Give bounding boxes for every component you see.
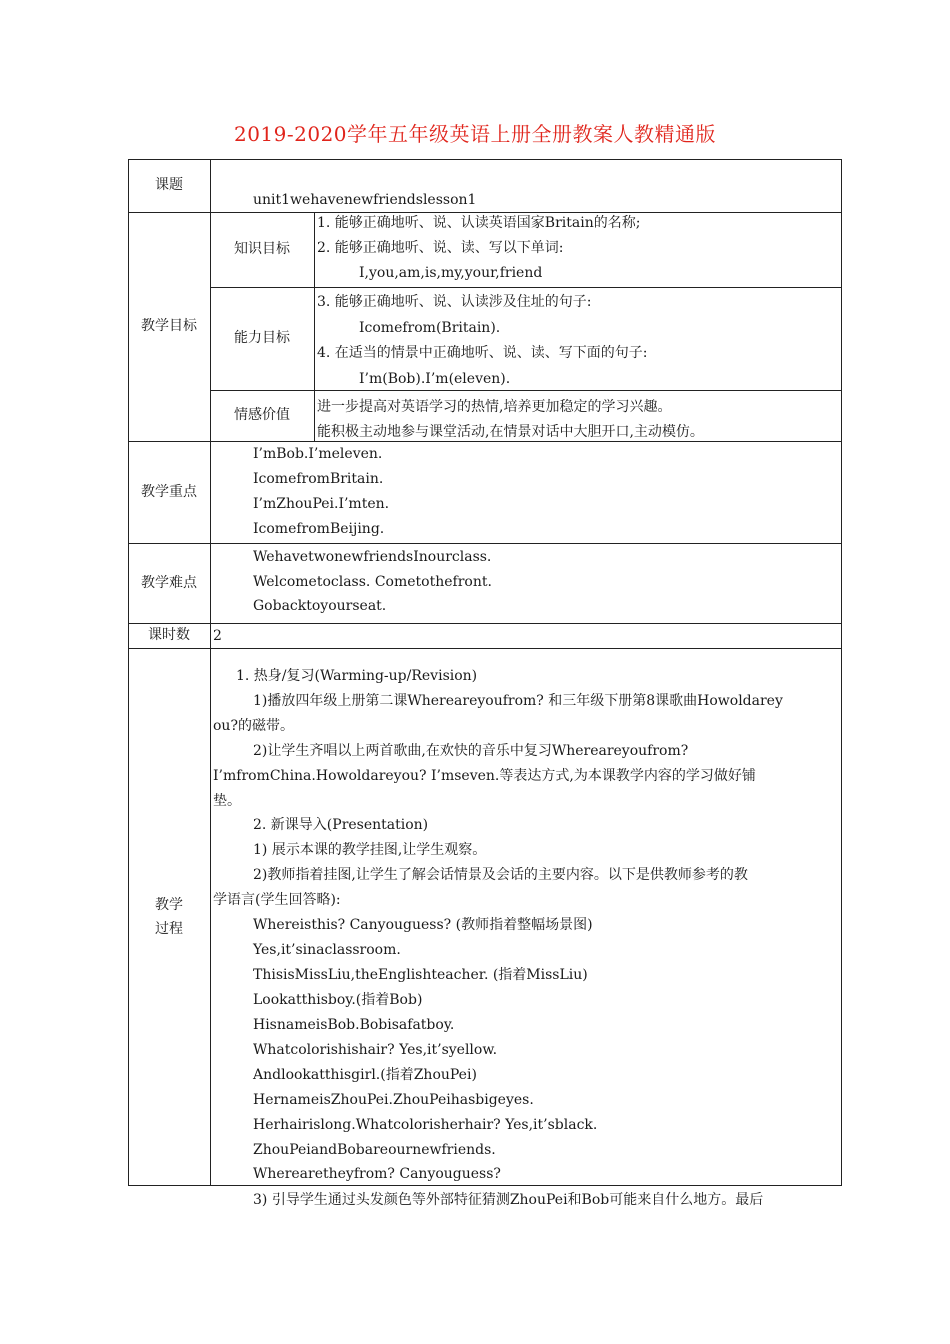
- focus-label: 教学重点: [141, 483, 197, 500]
- process-line: 垫。: [213, 793, 241, 809]
- objectives-label: 教学目标: [141, 318, 197, 334]
- ability-line-2: Icomefrom(Britain).: [359, 320, 501, 336]
- process-line: Andlookatthisgirl.(指着ZhouPei): [253, 1067, 477, 1083]
- continuation-text: 3) 引导学生通过头发颜色等外部特征猜测ZhouPei和Bob可能来自什么地方。最后: [253, 1192, 764, 1208]
- process-line: HernameisZhouPei.ZhouPeihasbigeyes.: [253, 1092, 534, 1108]
- process-line: 1)播放四年级上册第二课Whereareyoufrom? 和三年级下册第8课歌曲Howoldarey: [253, 693, 783, 709]
- process-line: 2)教师指着挂图,让学生了解会话情景及会话的主要内容。以下是供教师参考的教: [253, 867, 748, 883]
- knowledge-line-3: I,you,am,is,my,your,friend: [359, 265, 543, 281]
- focus-line-3: I’mZhouPei.I’mten.: [253, 496, 390, 512]
- process-line: 1. 热身/复习(Warming-up/Revision): [236, 668, 478, 684]
- process-line: 学语言(学生回答略):: [213, 892, 341, 908]
- ability-line-1: 3. 能够正确地听、说、认读涉及住址的句子:: [317, 294, 592, 310]
- process-line: Whatcolorishishair? Yes,it’syellow.: [253, 1042, 498, 1058]
- hours-value: 2: [213, 628, 222, 644]
- emotion-line-2: 能积极主动地参与课堂活动,在情景对话中大胆开口,主动模仿。: [317, 424, 704, 440]
- process-line: Whereisthis? Canyouguess? (教师指着整幅场景图): [253, 917, 593, 933]
- knowledge-line-2: 2. 能够正确地听、说、读、写以下单词:: [317, 240, 564, 256]
- difficulty-line-2: Welcometoclass. Cometothefront.: [253, 574, 492, 590]
- process-line: 1) 展示本课的教学挂图,让学生观察。: [253, 842, 487, 858]
- process-label-2: 过程: [155, 921, 183, 937]
- difficulty-line-3: Gobacktoyourseat.: [253, 598, 387, 614]
- difficulty-line-1: WehavetwonewfriendsInourclass.: [253, 549, 492, 565]
- process-label-1: 教学: [155, 897, 183, 913]
- knowledge-goal-label: 知识目标: [234, 241, 290, 257]
- process-line: 2. 新课导入(Presentation): [253, 817, 429, 833]
- knowledge-line-1: 1. 能够正确地听、说、认读英语国家Britain的名称;: [317, 215, 641, 231]
- process-line: ThisisMissLiu,theEnglishteacher. (指着MissLiu): [253, 967, 588, 983]
- topic-value: unit1wehavenewfriendslesson1: [253, 192, 477, 208]
- process-line: Wherearetheyfrom? Canyouguess?: [253, 1166, 501, 1182]
- focus-line-1: I’mBob.I’meleven.: [253, 446, 383, 462]
- process-line: ou?的磁带。: [213, 718, 294, 734]
- process-line: ZhouPeiandBobareournewfriends.: [253, 1142, 496, 1158]
- hours-label: 课时数: [148, 627, 190, 643]
- process-line: Yes,it’sinaclassroom.: [253, 942, 401, 958]
- topic-label: 课题: [155, 177, 183, 193]
- ability-line-3: 4. 在适当的情景中正确地听、说、读、写下面的句子:: [317, 345, 648, 361]
- process-line: Lookatthisboy.(指着Bob): [253, 992, 423, 1008]
- page-title: 2019-2020学年五年级英语上册全册教案人教精通版: [233, 122, 717, 146]
- emotion-line-1: 进一步提高对英语学习的热情,培养更加稳定的学习兴趣。: [317, 399, 672, 415]
- emotion-goal-label: 情感价值: [234, 407, 290, 423]
- process-line: Herhairislong.Whatcolorisherhair? Yes,it’sblack.: [253, 1117, 598, 1133]
- ability-line-4: I’m(Bob).I’m(eleven).: [359, 371, 511, 387]
- focus-line-2: IcomefromBritain.: [253, 471, 384, 487]
- process-line: HisnameisBob.Bobisafatboy.: [253, 1017, 455, 1033]
- focus-line-4: IcomefromBeijing.: [253, 521, 385, 537]
- process-line: 2)让学生齐唱以上两首歌曲,在欢快的音乐中复习Whereareyoufrom?: [253, 743, 689, 759]
- process-line: I’mfromChina.Howoldareyou? I’mseven.等表达方式,为本课教学内容的学习做好铺: [213, 768, 756, 784]
- difficulty-label: 教学难点: [141, 574, 197, 591]
- ability-goal-label: 能力目标: [234, 330, 290, 346]
